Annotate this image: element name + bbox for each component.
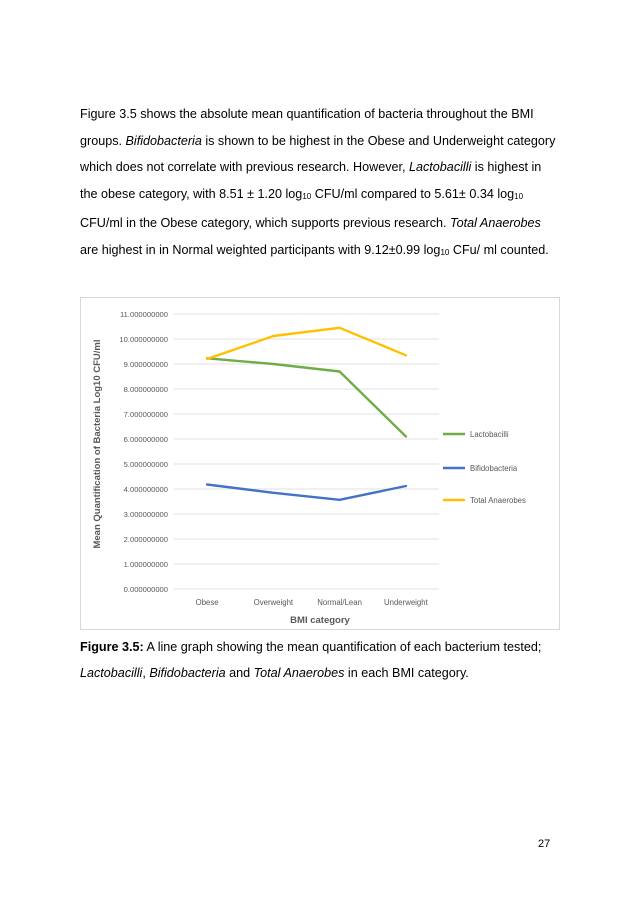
caption-run: in each BMI category. [344, 666, 469, 680]
body-paragraph [80, 101, 562, 266]
figure-caption [80, 634, 562, 686]
legend-label: Total Anaerobes [470, 496, 526, 505]
y-axis-label: Mean Quantification of Bacteria Log10 CFU/ml [92, 339, 103, 549]
caption-italic-run: Bifidobacteria [149, 666, 226, 680]
x-tick-label: Normal/Lean [317, 598, 362, 607]
caption-italic-run: Lactobacilli [80, 666, 143, 680]
legend-label: Lactobacilli [470, 430, 509, 439]
series-line-lactobacilli [207, 358, 406, 436]
x-tick-labels [196, 598, 429, 607]
y-tick-label: 4.000000000 [123, 485, 168, 494]
paragraph-italic-run: Total Anaerobes [450, 216, 541, 230]
paragraph-run: CFU/ml in the Obese category, which supports previous research. [80, 216, 451, 230]
y-tick-labels [119, 310, 168, 594]
chart-legend [443, 430, 526, 505]
x-tick-label: Overweight [253, 598, 294, 607]
caption-run: A line graph showing the mean quantification of each bacterium tested; [143, 640, 542, 654]
subscript: 10 [440, 247, 450, 257]
series-line-total-anaerobes [207, 328, 406, 359]
chart-gridlines [174, 314, 439, 589]
y-tick-label: 5.000000000 [123, 460, 168, 469]
y-tick-label: 0.000000000 [123, 585, 168, 594]
series-line-bifidobacteria [207, 485, 406, 500]
y-tick-label: 9.000000000 [123, 360, 168, 369]
subscript: 10 [302, 191, 312, 201]
caption-run: and [225, 666, 254, 680]
caption-italic-run: Total Anaerobes [253, 666, 345, 680]
y-tick-label: 3.000000000 [123, 510, 168, 519]
chart-frame [80, 297, 560, 630]
paragraph-run: is highest in the obese category, with 8.51 ± 1.20 log [80, 160, 542, 201]
paragraph-run: are highest in in Normal weighted participants with 9.12±0.99 log [80, 242, 441, 257]
caption-text [80, 634, 562, 686]
legend-label: Bifidobacteria [470, 464, 518, 473]
paragraph-italic-run: Bifidobacteria [125, 133, 202, 148]
y-tick-label: 10.000000000 [119, 335, 168, 344]
caption-label: Figure 3.5: [80, 640, 144, 654]
paragraph-run: Figure 3.5 shows the absolute mean quantification of bacteria throughout the BMI groups. [80, 107, 534, 148]
y-tick-label: 7.000000000 [123, 410, 168, 419]
x-axis-label: BMI category [290, 615, 350, 626]
line-chart [81, 298, 559, 629]
y-tick-label: 1.000000000 [123, 560, 168, 569]
paragraph-italic-run: Lactobacilli [409, 160, 472, 174]
paragraph-run: is shown to be highest in the Obese and Underweight category which does not correlate with previous research. However, [80, 133, 556, 174]
paragraph-run: CFU/ml compared to 5.61± 0.34 log [311, 186, 515, 201]
paragraph-run: CFu/ ml counted. [449, 242, 549, 257]
y-tick-label: 11.000000000 [119, 310, 168, 319]
subscript: 10 [514, 191, 524, 201]
caption-run: , [142, 666, 150, 680]
y-tick-label: 6.000000000 [123, 435, 168, 444]
x-tick-label: Obese [195, 598, 219, 607]
y-tick-label: 2.000000000 [123, 535, 168, 544]
y-tick-label: 8.000000000 [123, 385, 168, 394]
page-number: 27 [538, 838, 551, 850]
x-tick-label: Underweight [383, 598, 428, 607]
paragraph-text [80, 101, 562, 266]
